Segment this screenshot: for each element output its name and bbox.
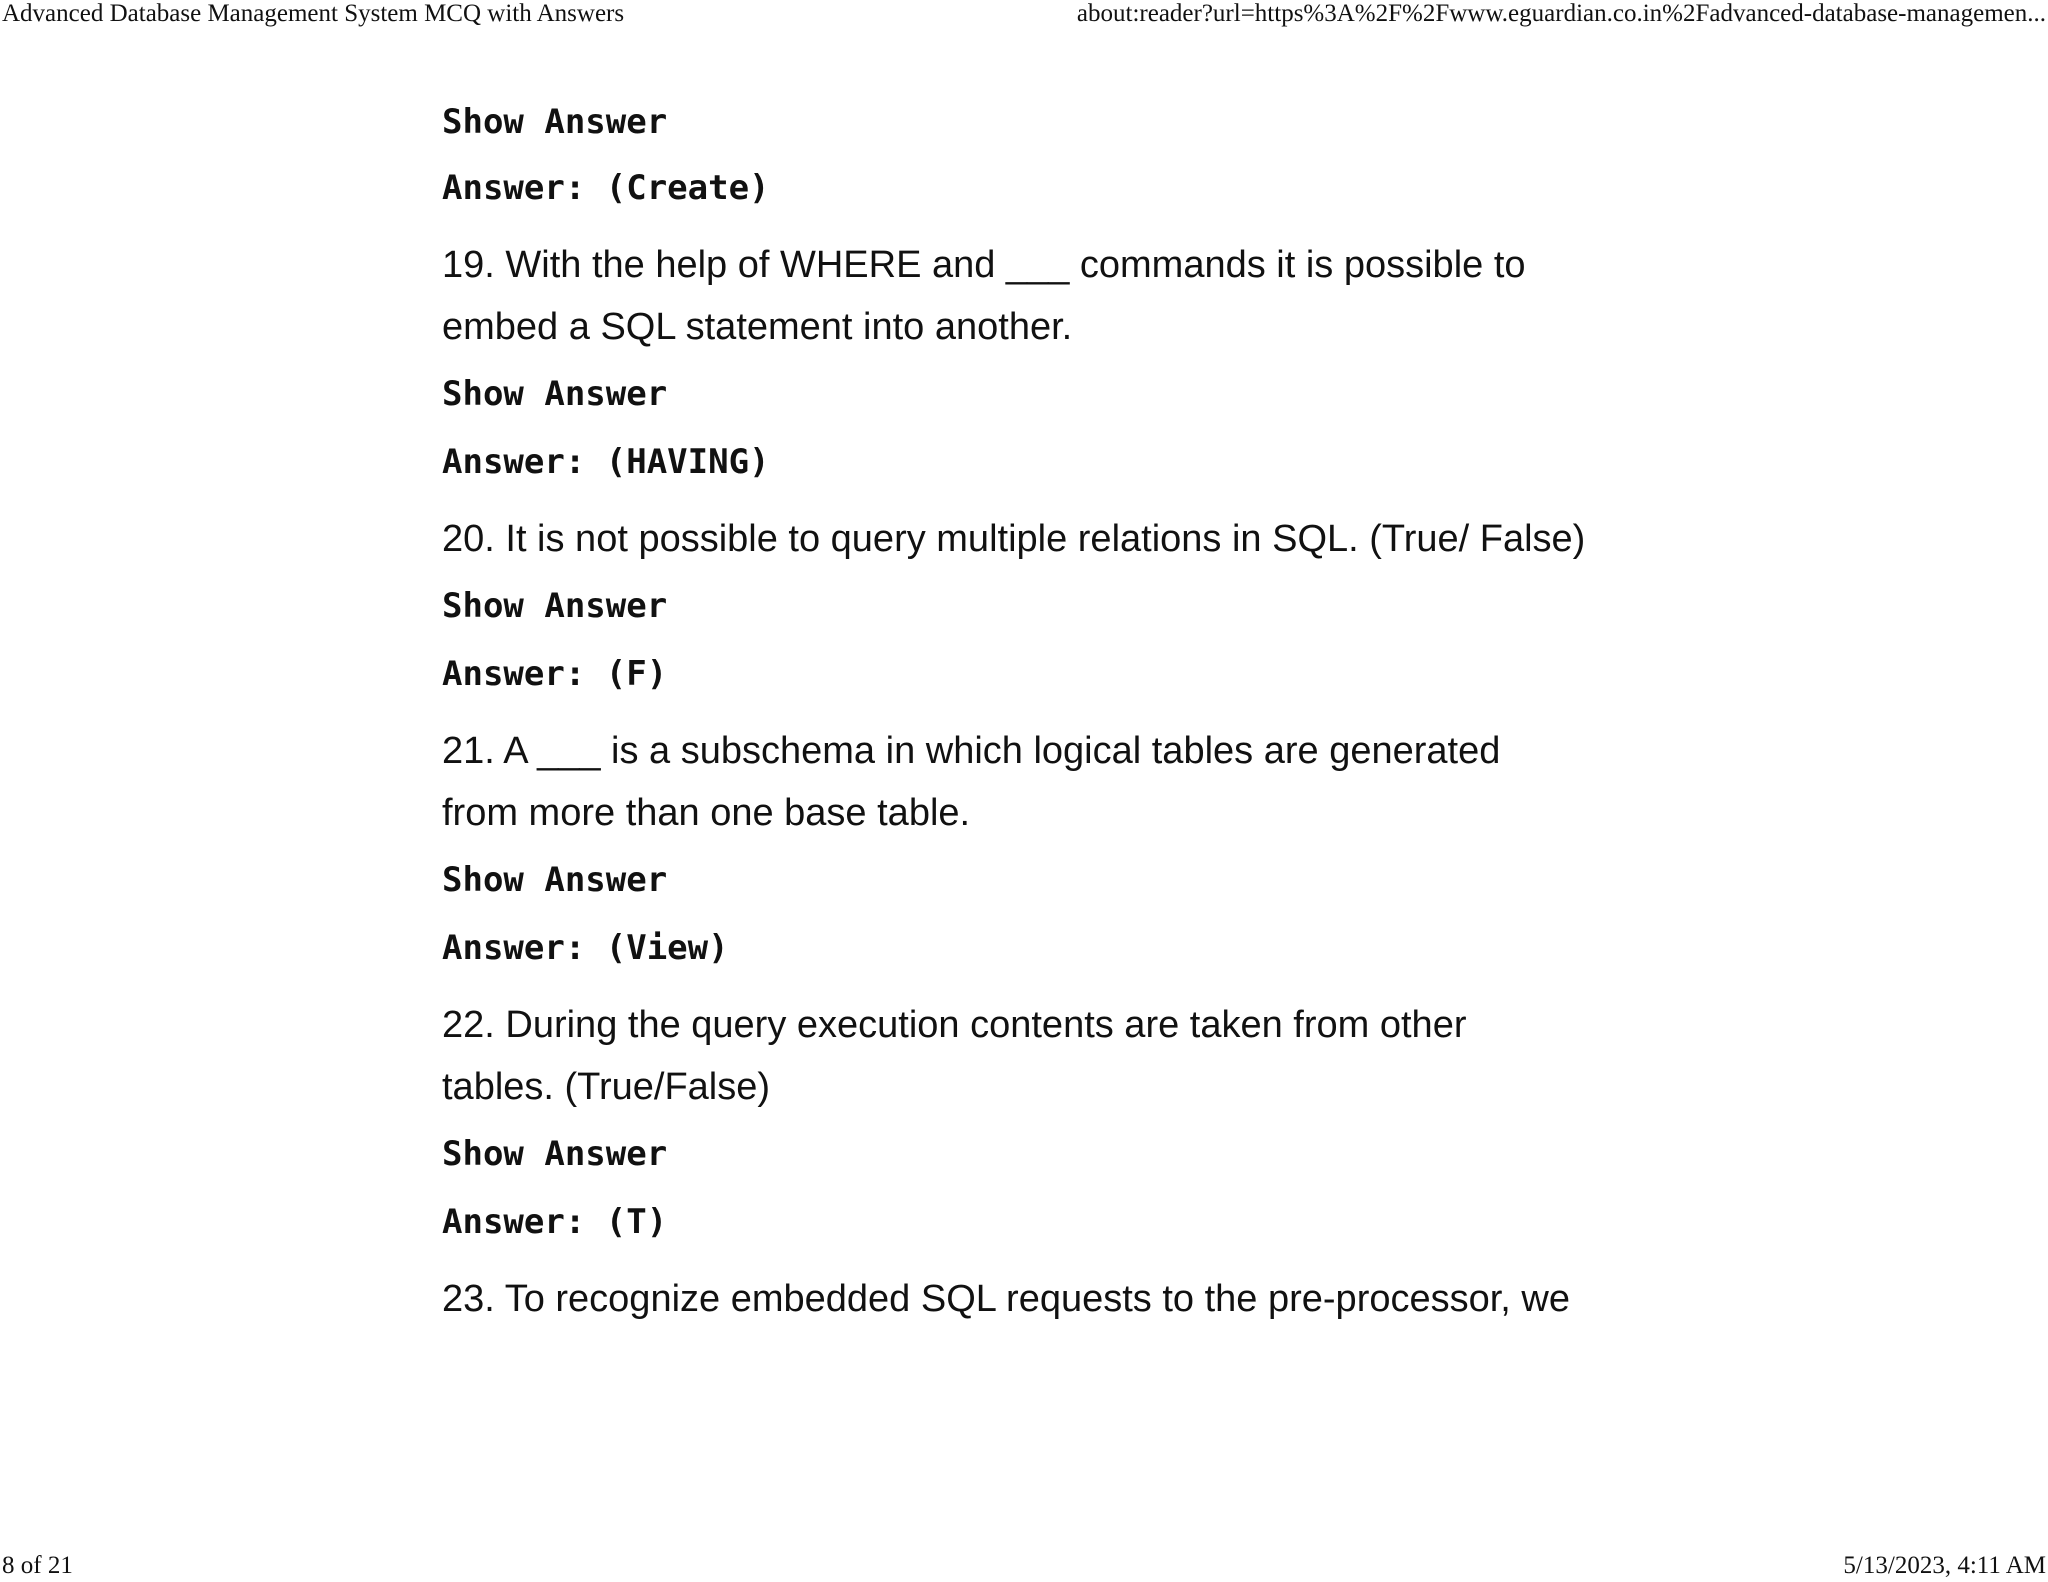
question-block [442, 994, 1622, 1252]
article-content [442, 96, 1622, 1336]
show-answer-button[interactable]: Show Answer [442, 860, 668, 900]
page-title: Advanced Database Management System MCQ with Answers [2, 0, 625, 27]
answer-text: Answer: (T) [442, 1202, 668, 1242]
show-answer-button[interactable]: Show Answer [442, 374, 668, 414]
print-footer [0, 1552, 2048, 1582]
page-number: 8 of 21 [2, 1552, 73, 1579]
question-line: 19. With the help of WHERE and ___ commands it is possible to [442, 244, 1526, 286]
answer-text: Answer: (View) [442, 928, 729, 968]
answer-text: Answer: (HAVING) [442, 442, 770, 482]
question-text [442, 508, 1622, 570]
question-line: 21. A ___ is a subschema in which logical tables are generated [442, 730, 1501, 772]
question-line: tables. (True/False) [442, 1066, 771, 1108]
page-url: about:reader?url=https%3A%2F%2Fwww.eguardian.co.in%2Fadvanced-database-managemen... [1076, 0, 2046, 27]
show-answer-button[interactable]: Show Answer [442, 586, 668, 626]
question-block [442, 720, 1622, 978]
question-text [442, 234, 1622, 358]
answer-text: Answer: (Create) [442, 168, 770, 208]
question-line: 20. It is not possible to query multiple relations in SQL. (True/ False) [442, 518, 1586, 560]
print-header [0, 0, 2048, 34]
question-text [442, 994, 1622, 1118]
show-answer-button[interactable]: Show Answer [442, 1134, 668, 1174]
question-line: 23. To recognize embedded SQL requests to the pre-processor, we [442, 1278, 1570, 1320]
question-block [442, 234, 1622, 492]
answer-text: Answer: (F) [442, 654, 668, 694]
question-line: 22. During the query execution contents are taken from other [442, 1004, 1467, 1046]
question-block [442, 1268, 1622, 1330]
question-text [442, 1268, 1622, 1330]
print-datetime: 5/13/2023, 4:11 AM [1843, 1552, 2046, 1579]
question-block [442, 508, 1622, 704]
question-line: embed a SQL statement into another. [442, 306, 1073, 348]
question-text [442, 720, 1622, 844]
show-answer-button[interactable]: Show Answer [442, 102, 668, 142]
question-line: from more than one base table. [442, 792, 971, 834]
